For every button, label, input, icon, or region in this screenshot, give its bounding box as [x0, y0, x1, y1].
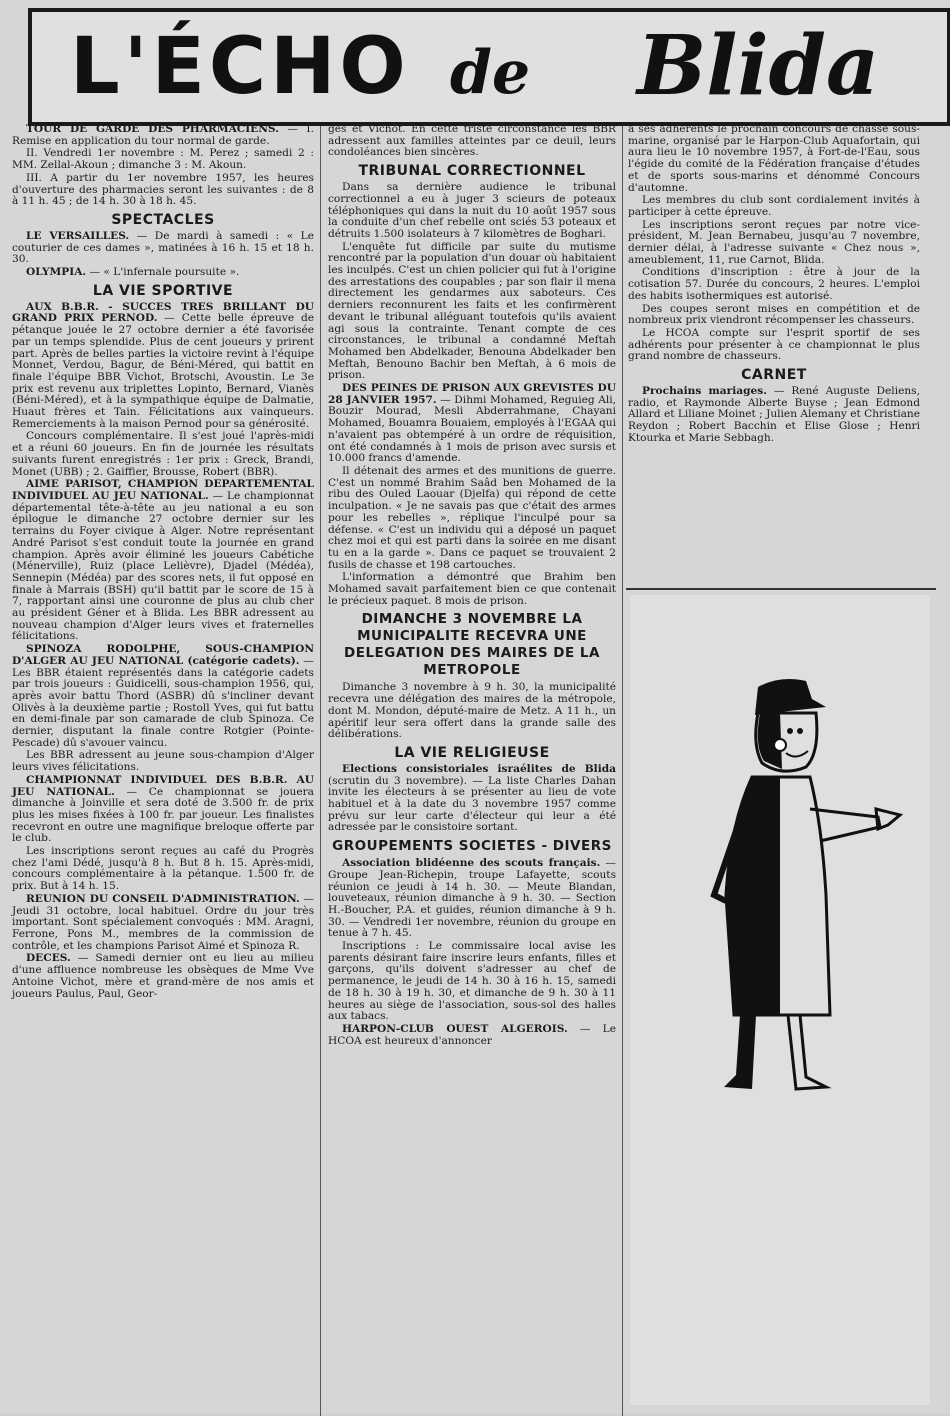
article-paragraph — [12, 302, 314, 431]
paragraph-text: — Ce championnat se jouera dimanche à Joinville et sera doté de 3.500 fr. de prix plus les mises fixées à 100 fr. par joueur. Les finalistes recevront en outre une magnifique breloque offerte par le club. — [12, 785, 314, 845]
section-heading: LA VIE RELIGIEUSE — [394, 744, 550, 761]
paragraph-text: Concours complémentaire. Il s'est joué l'après-midi et a réuni 60 joueurs. En fin de journée les résultats suivants furent enregistrés : 1er prix : Greck, Brandi, Monet (UBB) ; 2. Gaiffier, Brousse, Robert (BBR). — [12, 430, 314, 478]
article-paragraph — [12, 846, 314, 893]
paragraph-text: — « L'infernale poursuite ». — [86, 266, 240, 279]
paragraph-text: Les BBR adressent au jeune sous-champion d'Alger leurs vives félicitations. — [12, 749, 314, 774]
paragraph-kicker: DES PEINES DE PRISON AUX GREVISTES DU 28 JANVIER 1957. — [328, 382, 616, 406]
article-column-2 — [328, 124, 616, 1048]
article-paragraph — [628, 220, 920, 267]
masthead-title-blida: Blida — [637, 18, 880, 114]
paragraph-text: — De mardi à samedi : « Le couturier de ces dames », matinées à 16 h. 15 et 18 h. 30. — [12, 229, 314, 266]
article-paragraph — [12, 644, 314, 749]
paragraph-kicker: TOUR DE GARDE DES PHARMACIENS. — [26, 123, 279, 135]
article-paragraph — [12, 894, 314, 953]
paragraph-kicker: AIME PARISOT, CHAMPION DEPARTEMENTAL INDIVIDUEL AU JEU NATIONAL. — [12, 478, 314, 502]
article-paragraph — [628, 267, 920, 302]
article-paragraph — [328, 466, 616, 571]
section-heading: LA VIE SPORTIVE — [92, 282, 234, 299]
masthead — [28, 8, 950, 126]
paragraph-kicker: Prochains mariages. — [642, 385, 767, 398]
paragraph-text: Le HCOA compte sur l'esprit sportif de ses adhérents pour présenter à ce championnat le plus grand nombre de chasseurs. — [628, 326, 920, 363]
article-column-3 — [628, 124, 920, 446]
paragraph-text: II. Vendredi 1er novembre : M. Perez ; samedi 2 : MM. Zellal-Akoun ; dimanche 3 : M. Akoun. — [12, 147, 314, 172]
article-paragraph — [328, 858, 616, 940]
paragraph-text: — Jeudi 31 octobre, local habituel. Ordre du jour très important. Sont spécialement convoqués : MM. Aragni, Ferrone, Pons M., membres de la commission de contrôle, et les champions Parisot Aimé et Spinoza R. — [12, 892, 314, 952]
article-paragraph — [12, 231, 314, 266]
paragraph-kicker: CHAMPIONNAT INDIVIDUEL DES B.B.R. AU JEU NATIONAL. — [12, 773, 314, 798]
article-paragraph — [328, 941, 616, 1023]
section-heading: GROUPEMENTS SOCIETES - DIVERS — [332, 838, 612, 855]
paragraph-text: — Le championnat départemental tête-à-tête au jeu national a eu son épilogue le dimanche 27 octobre dernier sur les terrains du Foyer civique à Alger. Notre représentant André Parisot s'est conduit toute la journée en grand champion. Après avoir éliminé les joueurs Cabétiche (Ménerville), Ruiz (place Lelièvre), Djadel (Médéa), Sennepin (Médéa) par des scores nets, il fut opposé en finale à Marrais (BSH) qu'il battit par le score de 15 à 7, rapportant ainsi une couronne de plus au club cher au président Géner et à Blida. Les BBR adressent au nouveau champion d'Alger leurs vives et fraternelles félicitations. — [12, 489, 315, 643]
section-rule — [626, 588, 936, 590]
paragraph-text: III. A partir du 1er novembre 1957, les heures d'ouverture des pharmacies seront les suivantes : de 8 à 11 h. 45 ; de 14 h. 30 à 18 h. 45. — [12, 171, 314, 208]
article-paragraph — [12, 750, 314, 773]
paragraph-text: — Groupe Jean-Richepin, troupe Lafayette, scouts réunion ce jeudi à 14 h. 30. — Meute Blandan, louveteaux, réunion dimanche à 9 h. 30. — Section H.-Boucher, P.A. et guides, réunion dimanche à 9 h. 30. — Vendredi 1er novembre, réunion du groupe en tenue à 7 h. 45. — [328, 857, 616, 940]
paragraph-kicker: AUX B.B.R. - SUCCES TRES BRILLANT DU GRAND PRIX PERNOD. — [12, 300, 314, 325]
paragraph-kicker: HARPON-CLUB OUEST ALGEROIS. — [342, 1023, 568, 1035]
paragraph-text: — Le HCOA est heureux d'annoncer — [328, 1023, 616, 1047]
paragraph-text: Les inscriptions seront reçues par notre vice-président, M. Jean Bernabeu, jusqu'au 7 novembre, dernier délai, à l'adresse suivante « Chez nous », ameublement, 11, rue Carnot, Blida. — [628, 218, 920, 266]
column-rule-2 — [622, 126, 623, 1416]
paragraph-text: — Cette belle épreuve de pétanque jouée le 27 octobre dernier a été favorisée par un temps splendide. Plus de cent joueurs y prirent part. Après de belles parties la victoire revint à l'équipe Monnet, Verdou, Bagur, de Béni-Méred, qui battit en finale l'équipe BBR Vichot, Brotschi, Avoustin. Le 3e prix est revenu aux triplettes Lopinto, Bernard, Vianès (Béni-Méred), et à la sympathique équipe de Dalmatie, Huaut frères et Tain. Félicitations aux vainqueurs. Remerciements à la maison Pernod pour sa générosité. — [12, 312, 314, 430]
paragraph-text: Les membres du club sont cordialement invités à participer à cette épreuve. — [628, 194, 920, 218]
paragraph-kicker: OLYMPIA. — [26, 266, 87, 279]
paragraph-text: — Les BBR étaient représentés dans la catégorie cadets par trois joueurs : Guidicelli, sous-champion 1956, qui, après avoir battu Thord (ASBR) dû s'incliner devant Olivès à la deuxième partie ; Rostoll Yves, qui fut battu en demi-finale par son camarade de club Spinoza. Ce dernier, disputant la finale contre Rotgier (Pointe-Pescade) dû s'avouer vaincu. — [12, 654, 315, 749]
article-paragraph — [328, 242, 616, 382]
section-heading: SPECTACLES — [111, 211, 215, 228]
paragraph-text: — I. Remise en application du tour normal de garde. — [12, 123, 314, 147]
paragraph-kicker: Elections consistoriales israélites de Blida — [342, 762, 616, 775]
section-heading: DIMANCHE 3 NOVEMBRE LA MUNICIPALITE RECEVRA UNE DELEGATION DES MAIRES DE LA METROPOLE — [344, 611, 600, 679]
article-paragraph — [328, 1024, 616, 1047]
paragraph-text: Dans sa dernière audience le tribunal correctionnel a eu à juger 3 scieurs de poteaux téléphoniques qui dans la nuit du 10 août 1957 sous la conduite d'un chef rebelle ont sciés 53 poteaux et détruits 1.500 isolateurs à 7 kilomètres de Boghari. — [328, 181, 616, 240]
article-paragraph — [328, 764, 616, 834]
article-paragraph — [12, 124, 314, 147]
article-paragraph — [12, 953, 314, 1000]
article-paragraph — [328, 572, 616, 607]
paragraph-text: L'enquête fut difficile par suite du mutisme rencontré par la population d'un douar où habitaient les inculpés. C'est un chien policier qui fut à l'origine des arrestations des coupables ; par son flair il mena directement les gendarmes aux saboteurs. Ces derniers reconnurent les faits et les confirmèrent devant le tribunal alléguant toutefois qu'ils avaient agi sous la contrainte. Tenant compte de ces circonstances, le tribunal a condamné Meftah Mohamed ben Abdelkader, Benouna Abdelkader ben Meftah, Benouno Bachir ben Meftah, à 6 mois de prison. — [328, 240, 616, 382]
paragraph-text: Les inscriptions seront reçues au café du Progrès chez l'ami Dédé, jusqu'à 8 h. But 8 h. 15. Après-midi, concours complémentaire à la pétanque. 1.500 fr. de prix. But à 14 h. 15. — [12, 845, 314, 893]
article-paragraph — [12, 775, 314, 845]
article-column-1 — [12, 124, 314, 1001]
paragraph-text: ges et Vichot. En cette triste circonstance les BBR adressent aux familles atteintes par ce deuil, leurs condoléances bien sincères. — [328, 123, 616, 159]
article-paragraph — [628, 195, 920, 218]
column-rule-1 — [320, 126, 321, 1416]
paragraph-text: (scrutin du 3 novembre). — La liste Charles Dahan invite les électeurs à se présenter au lieu de vote habituel et à la date du 3 novembre 1957 comme prévu sur leur carte d'électeur qui leur a été adressée par le consistoire sortant. — [328, 774, 616, 834]
paragraph-kicker: DECES. — [26, 952, 71, 965]
article-paragraph — [12, 267, 314, 279]
article-paragraph — [12, 431, 314, 478]
paragraph-text: Conditions d'inscription : être à jour de la cotisation 57. Durée du concours, 2 heures. L'emploi des habits isothermiques est autorisé. — [628, 266, 920, 302]
article-paragraph — [12, 479, 314, 643]
pointing-man-drawing — [630, 595, 930, 1405]
article-paragraph — [628, 386, 920, 445]
article-paragraph — [12, 173, 314, 208]
article-paragraph — [628, 124, 920, 194]
article-paragraph — [328, 682, 616, 741]
paragraph-text: — Samedi dernier ont eu lieu au milieu d'une affluence nombreuse les obsèques de Mme Vve Antoine Vichot, mère et grand-mère de nos amis et joueurs Paulus, Paul, Geor- — [12, 952, 314, 1000]
section-heading: CARNET — [741, 367, 807, 384]
article-paragraph — [628, 328, 920, 363]
masthead-title-echo: L'ÉCHO — [70, 22, 410, 112]
article-paragraph — [12, 148, 314, 171]
paragraph-text: — Dihmi Mohamed, Reguieg Ali, Bouzir Mourad, Mesli Abderrahmane, Chayani Mohamed, Bouamra Bouaiem, employés à l'EGAA qui n'avaient pas obtempéré à un ordre de réquisition, ont été condamnés à 1 mois de prison avec sursis et 10.000 francs d'amende. — [328, 393, 616, 465]
paragraph-text: — René Auguste Deliens, radio, et Raymonde Alberte Buyse ; Jean Edmond Allard et Liliane Moinet ; Julien Alemany et Christiane Reydon ; Robert Bacchin et Elise Glose ; Henri Ktourka et Marie Sebbagh. — [628, 385, 921, 444]
paragraph-text: Des coupes seront mises en compétition et de nombreux prix viendront récompenser les chasseurs. — [628, 302, 920, 327]
masthead-title-de: de — [450, 38, 531, 108]
article-paragraph — [328, 182, 616, 241]
paragraph-kicker: SPINOZA RODOLPHE, SOUS-CHAMPION D'ALGER AU JEU NATIONAL (catégorie cadets). — [12, 643, 314, 667]
paragraph-text: à ses adhérents le prochain concours de chasse sous-marine, organisé par le Harpon-Club Aquafortain, qui aura lieu le 10 novembre 1957, à Fort-de-l'Eau, sous l'égide du comité de la Fédération française d'études et de sports sous-marins et dénommé Concours d'automne. — [628, 123, 920, 194]
paragraph-text: Dimanche 3 novembre à 9 h. 30, la municipalité recevra une délégation des maires de la métropole, dont M. Mondon, député-maire de Metz. A 11 h., un apéritif leur sera offert dans la grande salle des délibérations. — [328, 681, 616, 741]
paragraph-kicker: REUNION DU CONSEIL D'ADMINISTRATION. — [26, 892, 300, 905]
article-paragraph — [328, 124, 616, 159]
paragraph-text: Inscriptions : Le commissaire local avise les parents désirant faire inscrire leurs enfants, filles et garçons, qu'ils doivent s'adresser au chef de permanence, le jeudi de 14 h. 30 à 16 h. 15, samedi de 18 h. 30 à 19 h. 30, et dimanche de 9 h. 30 à 11 heures au siège de l'association, sous-sol des halles aux tabacs. — [328, 940, 616, 1023]
section-heading: TRIBUNAL CORRECTIONNEL — [358, 163, 586, 180]
paragraph-text: L'information a démontré que Brahim ben Mohamed savait parfaitement bien ce que contenait le précieux paquet. 8 mois de prison. — [328, 571, 616, 607]
paragraph-text: Il détenait des armes et des munitions de guerre. C'est un nommé Brahim Saâd ben Mohamed de la ribu des Ouled Laouar (Djelfa) qui répond de cette inculpation. « Je ne savais pas que c'était des armes pour les rebelles », réplique l'inculpé pour sa défense. « C'est un individu qui a déposé un paquet chez moi et qui est parti dans la soirée en me disant tu en a la garde ». Dans ce paquet se trouvaient 2 fusils de chasse et 198 cartouches. — [328, 464, 616, 571]
cartoon-illustration — [630, 595, 930, 1405]
paragraph-kicker: LE VERSAILLES. — [26, 229, 130, 242]
article-paragraph — [328, 383, 616, 465]
paragraph-kicker: Association blidéenne des scouts français. — [342, 857, 601, 870]
article-paragraph — [628, 304, 920, 327]
